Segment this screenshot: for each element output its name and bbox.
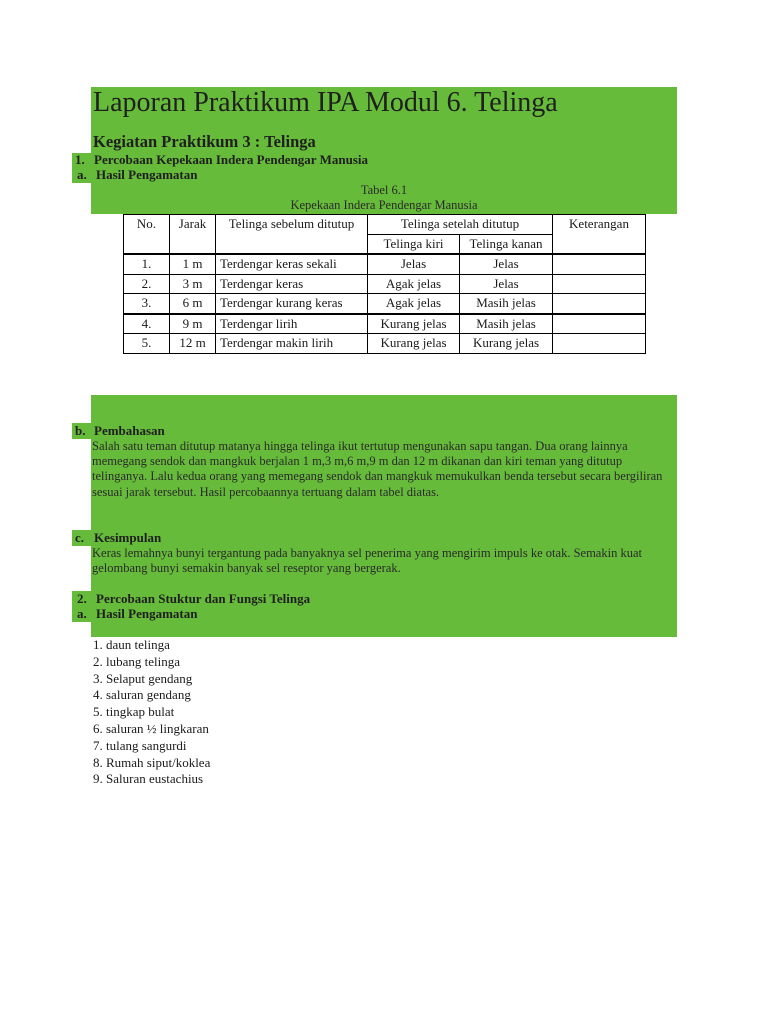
section-label: Percobaan Kepekaan Indera Pendengar Manusia bbox=[94, 152, 368, 167]
cell-keterangan bbox=[553, 274, 646, 294]
cell-kiri: Agak jelas bbox=[368, 294, 460, 314]
cell-sebelum: Terdengar keras bbox=[216, 274, 368, 294]
cell-no: 2. bbox=[124, 274, 170, 294]
table-row bbox=[124, 294, 646, 314]
section-heading-1b bbox=[75, 423, 165, 439]
cell-sebelum: Terdengar lirih bbox=[216, 314, 368, 334]
section-letter: c. bbox=[75, 530, 85, 545]
cell-keterangan bbox=[553, 334, 646, 354]
list-item: 8. Rumah siput/koklea bbox=[93, 754, 211, 770]
conclusion-text: Keras lemahnya bunyi tergantung pada banyaknya sel penerima yang mengirim impuls ke otak. Semakin kuat gelombang bunyi semakin banyak sel reseptor yang bergerak. bbox=[92, 546, 642, 576]
list-item: 9. Saluran eustachius bbox=[93, 771, 204, 787]
section-label: Pembahasan bbox=[94, 423, 165, 438]
cell-no: 4. bbox=[124, 314, 170, 334]
list-item: 1. daun telinga bbox=[93, 637, 170, 652]
cell-jarak: 1 m bbox=[170, 254, 216, 274]
header-keterangan: Keterangan bbox=[553, 215, 646, 255]
table-row bbox=[124, 274, 646, 294]
header-kiri: Telinga kiri bbox=[368, 234, 460, 254]
section-heading-1 bbox=[75, 152, 368, 168]
section-label: Kesimpulan bbox=[94, 530, 162, 545]
table-row bbox=[124, 254, 646, 274]
observation-table bbox=[123, 214, 646, 354]
list-item: 5. tingkap bulat bbox=[93, 704, 175, 720]
cell-sebelum: Terdengar makin lirih bbox=[216, 334, 368, 354]
section-number: 2. bbox=[77, 591, 87, 606]
header-jarak: Jarak bbox=[170, 215, 216, 255]
cell-kiri: Kurang jelas bbox=[368, 314, 460, 334]
header-setelah: Telinga setelah ditutup bbox=[368, 215, 553, 235]
header-no: No. bbox=[124, 215, 170, 255]
list-item: 4. saluran gendang bbox=[93, 687, 191, 703]
section-heading-2 bbox=[77, 591, 311, 607]
list-item: 3. Selaput gendang bbox=[93, 670, 193, 686]
section-number: 1. bbox=[75, 152, 85, 167]
discussion-text: Salah satu teman ditutup matanya hingga telinga ikut tertutup mengunakan sapu tangan. Dua orang lainnya memegang sendok dan mangkuk berjalan 1 m,3 m,6 m,9 m dan 12 m dikanan dan kiri teman yang ditutup telinganya. Lalu kedua orang yang memegang sendok dan mangkuk memukulkan benda tersebut secara bergiliran sesuai jarak tersebut. Hasil percobaannya tertuang dalam tabel diatas. bbox=[92, 439, 663, 499]
activity-title: Kegiatan Praktikum 3 : Telinga bbox=[93, 132, 316, 151]
cell-jarak: 3 m bbox=[170, 274, 216, 294]
cell-kiri: Jelas bbox=[368, 254, 460, 274]
section-letter: b. bbox=[75, 423, 86, 438]
list-item: 2. lubang telinga bbox=[93, 653, 181, 669]
section-label: Percobaan Stuktur dan Fungsi Telinga bbox=[96, 591, 311, 606]
table-row bbox=[124, 314, 646, 334]
table-header-row bbox=[124, 215, 646, 235]
cell-kanan: Masih jelas bbox=[460, 314, 553, 334]
cell-no: 5. bbox=[124, 334, 170, 354]
page-title: Laporan Praktikum IPA Modul 6. Telinga bbox=[93, 87, 558, 118]
section-heading-2a bbox=[77, 606, 198, 622]
section-heading-1a bbox=[77, 167, 198, 183]
section-letter: a. bbox=[77, 606, 87, 621]
cell-sebelum: Terdengar keras sekali bbox=[216, 254, 368, 274]
table-caption-title: Kepekaan Indera Pendengar Manusia bbox=[290, 198, 478, 212]
cell-kanan: Masih jelas bbox=[460, 294, 553, 314]
cell-keterangan bbox=[553, 294, 646, 314]
header-kanan: Telinga kanan bbox=[460, 234, 553, 254]
cell-kanan: Jelas bbox=[460, 254, 553, 274]
cell-no: 3. bbox=[124, 294, 170, 314]
cell-kanan: Jelas bbox=[460, 274, 553, 294]
section-letter: a. bbox=[77, 167, 87, 182]
cell-kanan: Kurang jelas bbox=[460, 334, 553, 354]
ear-parts-list bbox=[93, 637, 210, 788]
header-sebelum: Telinga sebelum ditutup bbox=[216, 215, 368, 255]
table-row bbox=[124, 334, 646, 354]
cell-jarak: 9 m bbox=[170, 314, 216, 334]
cell-jarak: 12 m bbox=[170, 334, 216, 354]
cell-keterangan bbox=[553, 314, 646, 334]
table-caption-number: Tabel 6.1 bbox=[360, 183, 408, 197]
cell-keterangan bbox=[553, 254, 646, 274]
cell-kiri: Agak jelas bbox=[368, 274, 460, 294]
cell-kiri: Kurang jelas bbox=[368, 334, 460, 354]
cell-sebelum: Terdengar kurang keras bbox=[216, 294, 368, 314]
section-label: Hasil Pengamatan bbox=[96, 167, 198, 182]
list-item: 6. saluran ½ lingkaran bbox=[93, 720, 209, 736]
cell-no: 1. bbox=[124, 254, 170, 274]
cell-jarak: 6 m bbox=[170, 294, 216, 314]
section-heading-1c bbox=[75, 530, 162, 546]
section-label: Hasil Pengamatan bbox=[96, 606, 198, 621]
list-item: 7. tulang sangurdi bbox=[93, 737, 187, 753]
